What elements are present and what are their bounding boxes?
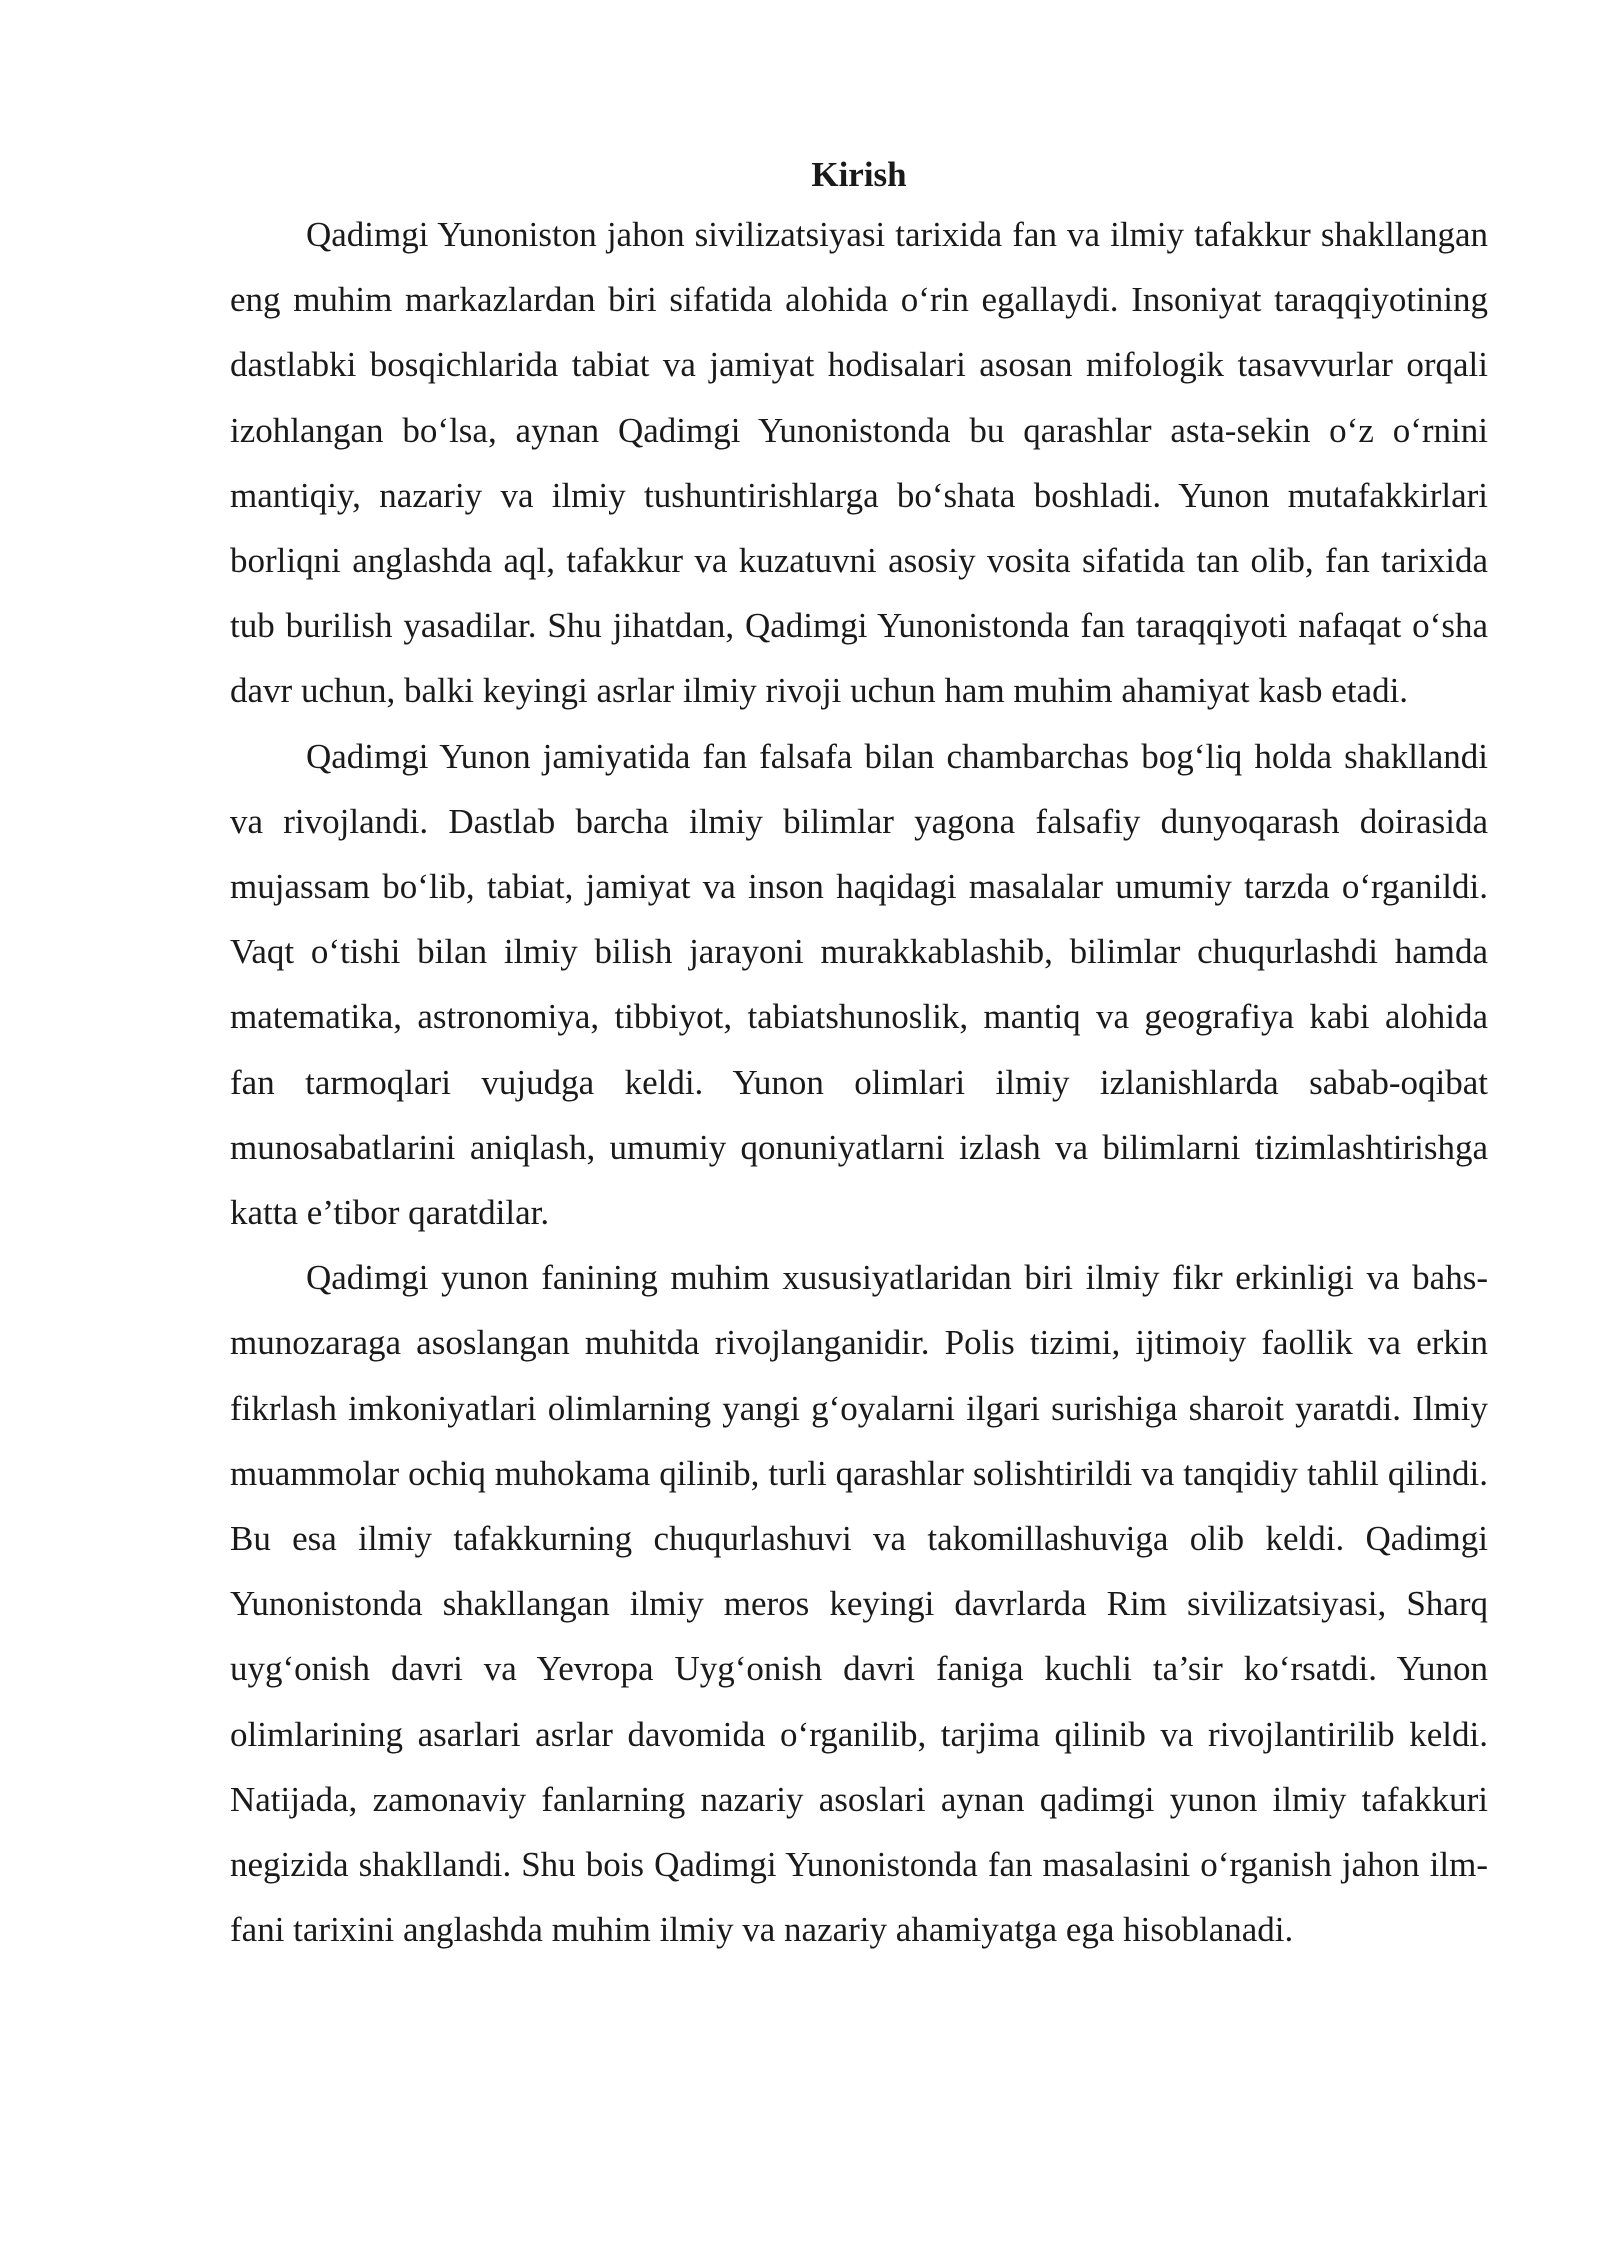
paragraph-3: Qadimgi yunon fanining muhim xususiyatlaridan biri ilmiy fikr erkinligi va bahs-munozaraga asoslangan muhitda rivojlanganidir. Polis tizimi, ijtimoiy faollik va erkin fikrlash imkoniyatlari olimlarning yangi g‘oyalarni ilgari surishiga sharoit yaratdi. Ilmiy muammolar ochiq muhokama qilinib, turli qarashlar solishtirildi va tanqidiy tahlil qilindi. Bu esa ilmiy tafakkurning chuqurlashuvi va takomillashuviga olib keldi. Qadimgi Yunonistonda shakllangan ilmiy meros keyingi davrlarda Rim sivilizatsiyasi, Sharq uyg‘onish davri va Yevropa Uyg‘onish davri faniga kuchli ta’sir ko‘rsatdi. Yunon olimlarining asarlari asrlar davomida o‘rganilib, tarjima qilinib va rivojlantirilib keldi. Natijada, zamonaviy fanlarning nazariy asoslari aynan qadimgi yunon ilmiy tafakkuri negizida shakllandi. Shu bois Qadimgi Yunonistonda fan masalasini o‘rganish jahon ilm-fani tarixini anglashda muhim ilmiy va nazariy ahamiyatga ega hisoblanadi. [230, 1258, 1488, 1950]
paragraph-1: Qadimgi Yunoniston jahon sivilizatsiyasi tarixida fan va ilmiy tafakkur shakllangan eng muhim markazlardan biri sifatida alohida o‘rin egallaydi. Insoniyat taraqqiyotining dastlabki bosqichlarida tabiat va jamiyat hodisalari asosan mifologik tasavvurlar orqali izohlangan bo‘lsa, aynan Qadimgi Yunonistonda bu qarashlar asta-sekin o‘z o‘rnini mantiqiy, nazariy va ilmiy tushuntirishlarga bo‘shata boshladi. Yunon mutafakkirlari borliqni anglashda aql, tafakkur va kuzatuvni asosiy vosita sifatida tan olib, fan tarixida tub burilish yasadilar. Shu jihatdan, Qadimgi Yunonistonda fan taraqqiyoti nafaqat o‘sha davr uchun, balki keyingi asrlar ilmiy rivoji uchun ham muhim ahamiyat kasb etadi. [230, 215, 1488, 711]
section-title: Kirish [811, 155, 907, 194]
document-body [230, 148, 1488, 1962]
paragraph-2: Qadimgi Yunon jamiyatida fan falsafa bilan chambarchas bog‘liq holda shakllandi va rivojlandi. Dastlab barcha ilmiy bilimlar yagona falsafiy dunyoqarash doirasida mujassam bo‘lib, tabiat, jamiyat va inson haqidagi masalalar umumiy tarzda o‘rganildi. Vaqt o‘tishi bilan ilmiy bilish jarayoni murakkablashib, bilimlar chuqurlashdi hamda matematika, astronomiya, tibbiyot, tabiatshunoslik, mantiq va geografiya kabi alohida fan tarmoqlari vujudga keldi. Yunon olimlari ilmiy izlanishlarda sabab-oqibat munosabatlarini aniqlash, umumiy qonuniyatlarni izlash va bilimlarni tizimlashtirishga katta e’tibor qaratdilar. [230, 736, 1488, 1233]
